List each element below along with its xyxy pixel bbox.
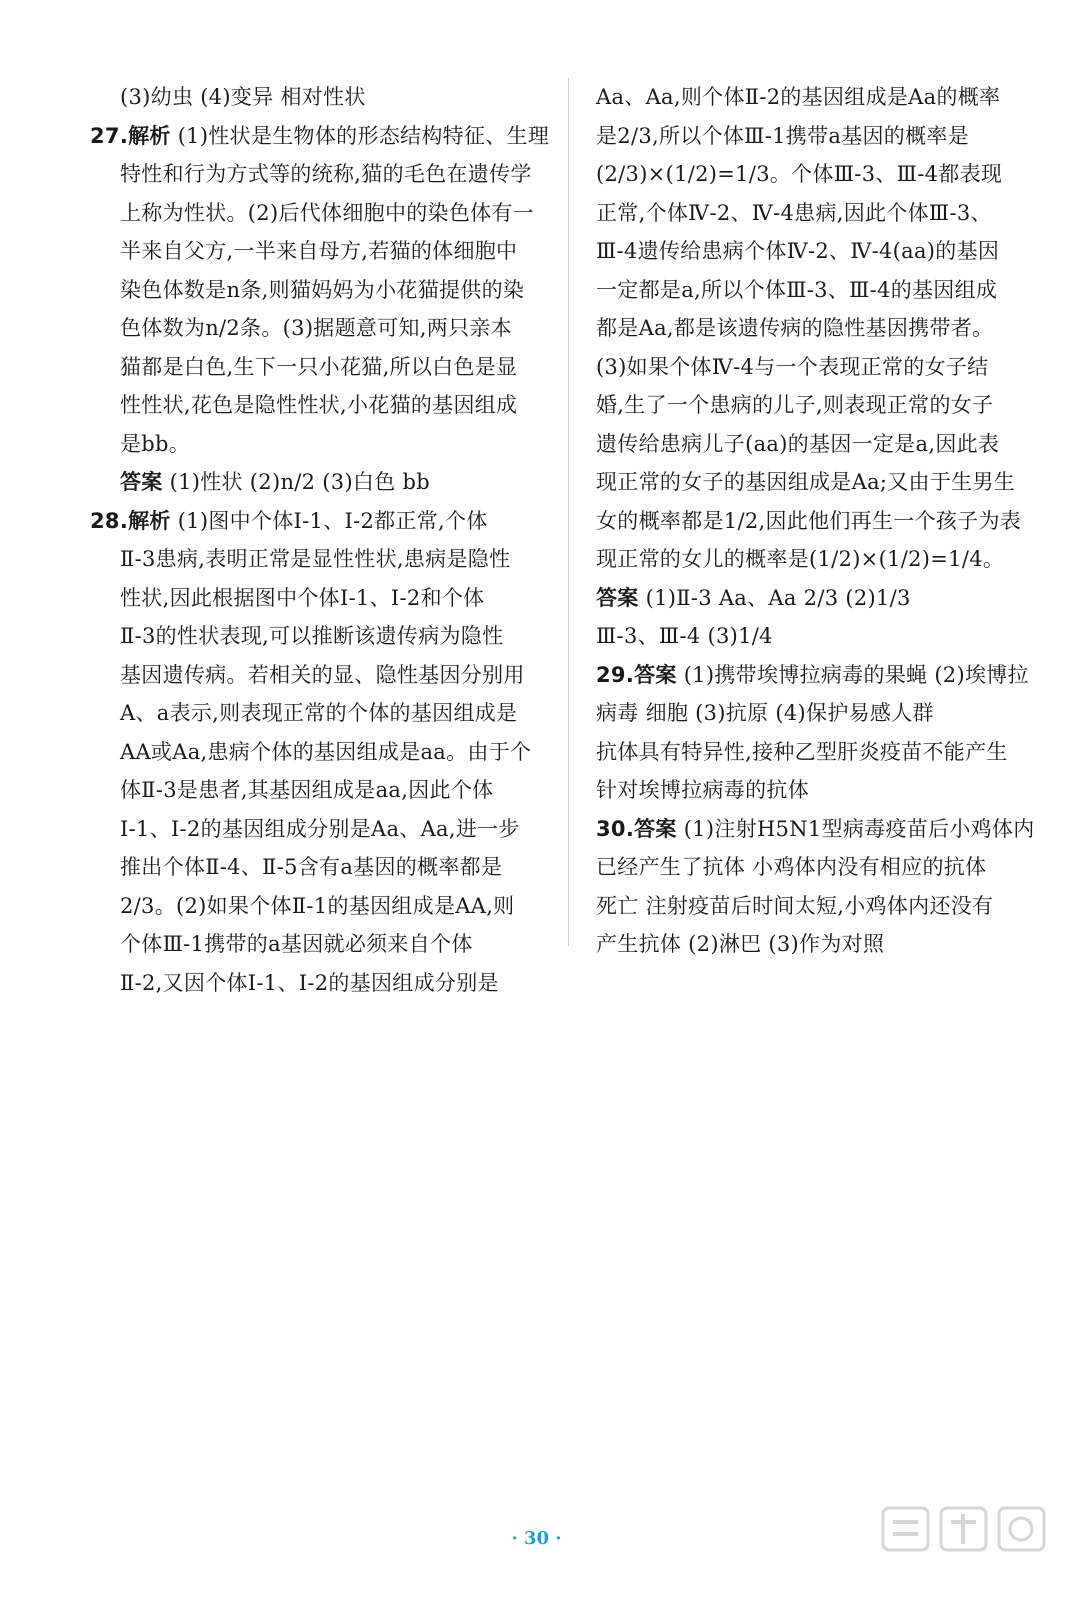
question-number: 29.: [596, 662, 635, 687]
line-text: 女的概率都是1/2,因此他们再生一个孩子为表: [596, 508, 1022, 533]
question-number: 27.: [90, 123, 129, 148]
line-text: 上称为性状。(2)后代体细胞中的染色体有一: [120, 200, 535, 225]
section-label: 答案: [120, 470, 163, 494]
text-line: [90, 771, 552, 810]
section-label: 答案: [634, 816, 677, 841]
text-line: [90, 502, 552, 541]
text-line: [90, 386, 552, 425]
question-number: 30.: [596, 816, 635, 841]
line-text: (2/3)×(1/2)=1/3。个体Ⅲ-3、Ⅲ-4都表现: [596, 162, 1003, 186]
column-divider: [568, 78, 569, 946]
line-text: (1)注射H5N1型病毒疫苗后小鸡体内: [676, 816, 1035, 841]
line-text: 抗体具有特异性,接种乙型肝炎疫苗不能产生: [596, 739, 1008, 764]
line-text: (3)幼虫 (4)变异 相对性状: [120, 85, 366, 109]
line-text: Ⅰ-1、Ⅰ-2的基因组成分别是Aa、Aa,进一步: [120, 816, 520, 841]
line-text: 病毒 细胞 (3)抗原 (4)保护易感人群: [596, 701, 934, 725]
text-line: [90, 78, 552, 117]
right-column: [596, 78, 1035, 964]
text-line: [90, 463, 552, 502]
section-label: 答案: [634, 662, 677, 687]
text-line: [90, 810, 552, 849]
line-text: 现正常的女儿的概率是(1/2)×(1/2)=1/4。: [596, 547, 1005, 571]
text-line: [596, 348, 1026, 387]
text-line: [596, 463, 1026, 502]
section-label: 解析: [128, 508, 171, 533]
text-line: [90, 194, 552, 233]
line-text: A、a表示,则表现正常的个体的基因组成是: [120, 701, 518, 725]
line-text: (1)携带埃博拉病毒的果蝇 (2)埃博拉: [676, 662, 1029, 687]
line-text: 产生抗体 (2)淋巴 (3)作为对照: [596, 932, 885, 956]
text-line: [90, 232, 552, 271]
text-line: [90, 155, 552, 194]
watermark-logo: [875, 1500, 1065, 1595]
line-text: (1)性状是生物体的形态结构特征、生理: [170, 123, 550, 148]
text-line: [90, 348, 552, 387]
text-line: [90, 425, 552, 464]
text-line: [596, 810, 1035, 849]
text-line: [90, 887, 552, 926]
line-text: 是bb。: [120, 431, 191, 456]
text-line: [596, 656, 1029, 695]
line-text: Ⅲ-4遗传给患病个体Ⅳ-2、Ⅳ-4(aa)的基因: [596, 239, 1000, 263]
text-line: [596, 309, 1026, 348]
line-text: (1)Ⅱ-3 Aa、Aa 2/3 (2)1/3: [638, 585, 911, 610]
line-text: 正常,个体Ⅳ-2、Ⅳ-4患病,因此个体Ⅲ-3、: [596, 200, 992, 225]
line-text: Ⅱ-3患病,表明正常是显性性状,患病是隐性: [120, 547, 511, 571]
line-text: 遗传给患病儿子(aa)的基因一定是a,因此表: [596, 431, 1000, 456]
text-line: [596, 232, 1026, 271]
line-text: 染色体数是n条,则猫妈妈为小花猫提供的染: [120, 277, 525, 302]
text-line: [596, 425, 1026, 464]
line-text: (1)性状 (2)n/2 (3)白色 bb: [162, 470, 430, 494]
text-line: [90, 579, 552, 618]
text-line: [90, 925, 552, 964]
line-text: 是2/3,所以个体Ⅲ-1携带a基因的概率是: [596, 123, 969, 148]
text-line: [596, 117, 1026, 156]
line-text: 死亡 注射疫苗后时间太短,小鸡体内还没有: [596, 893, 994, 918]
text-line: [90, 117, 552, 156]
line-text: 一定都是a,所以个体Ⅲ-3、Ⅲ-4的基因组成: [596, 277, 998, 302]
text-line: [596, 848, 1026, 887]
line-text: 个体Ⅲ-1携带的a基因就必须来自个体: [120, 932, 473, 956]
text-line: [596, 386, 1026, 425]
text-line: [90, 964, 552, 1003]
line-text: 半来自父方,一半来自母方,若猫的体细胞中: [120, 239, 518, 263]
text-line: [596, 271, 1026, 310]
text-line: [90, 694, 552, 733]
text-line: [90, 271, 552, 310]
text-line: [596, 540, 1026, 579]
line-text: 都是Aa,都是该遗传病的隐性基因携带者。: [596, 316, 994, 340]
page-number: · 30 ·: [511, 1528, 562, 1549]
line-text: 特性和行为方式等的统称,猫的毛色在遗传学: [120, 162, 532, 186]
line-text: 色体数为n/2条。(3)据题意可知,两只亲本: [120, 316, 512, 340]
section-label: 解析: [128, 123, 171, 148]
line-text: Ⅲ-3、Ⅲ-4 (3)1/4: [596, 624, 773, 648]
line-text: 猫都是白色,生下一只小花猫,所以白色是显: [120, 354, 518, 379]
line-text: 性性状,花色是隐性性状,小花猫的基因组成: [120, 393, 518, 417]
line-text: (1)图中个体Ⅰ-1、Ⅰ-2都正常,个体: [170, 508, 488, 533]
text-line: [596, 733, 1026, 772]
text-line: [90, 309, 552, 348]
line-text: 性状,因此根据图中个体Ⅰ-1、Ⅰ-2和个体: [120, 585, 485, 610]
text-line: [596, 502, 1026, 541]
text-line: [90, 617, 552, 656]
section-label: 答案: [596, 585, 639, 610]
text-line: [90, 848, 552, 887]
text-line: [596, 78, 1026, 117]
text-line: [596, 887, 1026, 926]
text-line: [596, 771, 1026, 810]
line-text: 基因遗传病。若相关的显、隐性基因分别用: [120, 662, 525, 687]
left-column: [90, 78, 552, 1002]
line-text: 现正常的女子的基因组成是Aa;又由于生男生: [596, 470, 1016, 494]
text-line: [596, 579, 1026, 618]
line-text: (3)如果个体Ⅳ-4与一个表现正常的女子结: [596, 354, 989, 379]
text-line: [596, 194, 1026, 233]
text-line: [596, 694, 1026, 733]
line-text: Ⅱ-2,又因个体Ⅰ-1、Ⅰ-2的基因组成分别是: [120, 970, 499, 995]
line-text: Aa、Aa,则个体Ⅱ-2的基因组成是Aa的概率: [596, 85, 1001, 109]
text-line: [596, 155, 1026, 194]
line-text: 已经产生了抗体 小鸡体内没有相应的抗体: [596, 855, 987, 879]
text-line: [596, 925, 1026, 964]
line-text: Ⅱ-3的性状表现,可以推断该遗传病为隐性: [120, 624, 504, 648]
text-line: [90, 656, 552, 695]
line-text: AA或Aa,患病个体的基因组成是aa。由于个: [120, 739, 532, 764]
text-line: [90, 733, 552, 772]
text-line: [596, 617, 1026, 656]
line-text: 2/3。(2)如果个体Ⅱ-1的基因组成是AA,则: [120, 893, 515, 918]
line-text: 推出个体Ⅱ-4、Ⅱ-5含有a基因的概率都是: [120, 855, 503, 879]
text-line: [90, 540, 552, 579]
line-text: 针对埃博拉病毒的抗体: [596, 778, 809, 802]
question-number: 28.: [90, 508, 129, 533]
line-text: 体Ⅱ-3是患者,其基因组成是aa,因此个体: [120, 778, 494, 802]
line-text: 婚,生了一个患病的儿子,则表现正常的女子: [596, 393, 994, 417]
